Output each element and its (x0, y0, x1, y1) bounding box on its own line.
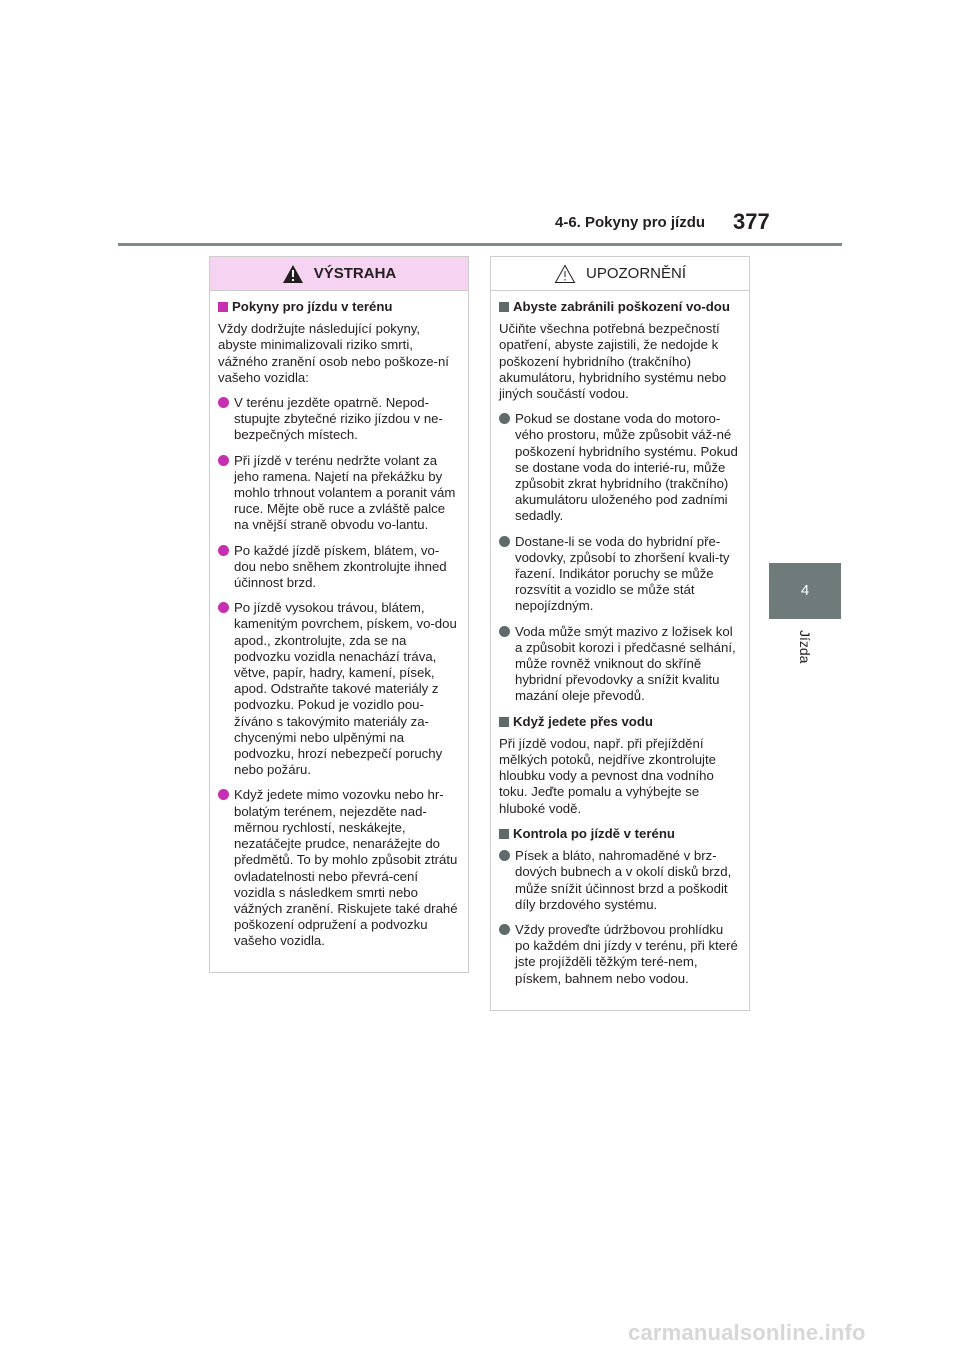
warning-intro: Vždy dodržujte následující pokyny, abyste minimalizovali riziko smrti, vážného zranění osob nebo poškoze-ní vašeho vozidla: (218, 321, 449, 385)
bullet-dot-icon (218, 397, 229, 408)
bullet-dot-icon (499, 413, 510, 424)
bullet-dot-icon (218, 545, 229, 556)
chapter-label (795, 630, 819, 674)
notice-box (490, 256, 750, 1011)
page-number: 377 (733, 209, 770, 234)
notice-intro: Učiňte všechna potřebná bezpečností opatření, abyste zajistili, že nedojde k poškození hybridního (trakčního) akumulátoru, hybridního systému nebo jiných součástí vodou. (499, 321, 727, 402)
notice-crossing-text: Při jízdě vodou, např. při přejíždění mělkých potoků, nejdříve zkontrolujte hloubku vody a pevnost dna vodního toku. Jeďte pomalu a vyhýbejte se hluboké vodě. (499, 735, 716, 816)
notice-heading-inspection: Kontrola po jízdě v terénu (499, 826, 741, 842)
bullet-dot-icon (218, 455, 229, 466)
list-item: Pokud se dostane voda do motoro-vého prostoru, může způsobit váž-né poškození hybridního systému. Pokud se dostane voda do interié-ru, může způsobit zkrat hybridního (trakčního) akumulátoru uloženého pod zadními sedadly. (499, 411, 741, 524)
notice-heading-water: Abyste zabránili poškození vo-dou (499, 299, 741, 315)
list-item: Dostane-li se voda do hybridní pře-vodovky, způsobí to zhoršení kvali-ty řazení. Indikátor poruchy se může rozsvítit a vozidlo se může stát nepojízdným. (499, 534, 741, 615)
warning-header (210, 257, 468, 291)
bullet-dot-icon (218, 789, 229, 800)
watermark: carmanualsonline.info (628, 1320, 866, 1345)
notice-header (491, 257, 749, 291)
chapter-tab[interactable] (769, 563, 841, 619)
warning-heading: Pokyny pro jízdu v terénu (218, 299, 460, 315)
list-item: Vždy proveďte údržbovou prohlídku po každém dni jízdy v terénu, při které jste projížděli těžkým teré-nem, pískem, bahnem nebo vodou. (499, 922, 741, 987)
header-divider (118, 243, 842, 246)
list-item: Po jízdě vysokou trávou, blátem, kamenitým povrchem, pískem, vo-dou apod., zkontrolujte, zda se na podvozku vozidla nenachází tráva, větve, papír, hadry, kamení, písek, apod. Odstraňte takové materiály z podvozku. Pokud je vozidlo pou-žíváno s takovýmito materiály za-chycenými nebo ulpěnými na podvozku, hrozí nebezpečí poruchy nebo požáru. (218, 600, 460, 778)
list-item: Písek a bláto, nahromaděné v brz-dových bubnech a v okolí disků brzd, může snížit účinnost brzd a poškodit díly brzdového systému. (499, 848, 741, 913)
list-item: Po každé jízdě pískem, blátem, vo-dou nebo sněhem zkontrolujte ihned účinnost brzd. (218, 543, 460, 592)
square-bullet-icon (218, 302, 228, 312)
warning-title: VÝSTRAHA (313, 265, 397, 282)
bullet-dot-icon (499, 536, 510, 547)
chapter-label-text: Jízda (797, 630, 813, 664)
notice-title: UPOZORNĚNÍ (585, 265, 686, 282)
notice-heading-crossing: Když jedete přes vodu (499, 714, 741, 730)
bullet-dot-icon (499, 850, 510, 861)
bullet-dot-icon (499, 626, 510, 637)
square-bullet-icon (499, 717, 509, 727)
list-item: V terénu jezděte opatrně. Nepod-stupujte zbytečné riziko jízdou v ne-bezpečných místech. (218, 395, 460, 444)
section-title: 4-6. Pokyny pro jízdu (555, 214, 706, 231)
bullet-dot-icon (218, 602, 229, 613)
caution-triangle-icon (554, 264, 576, 284)
bullet-dot-icon (499, 924, 510, 935)
square-bullet-icon (499, 829, 509, 839)
warning-triangle-icon (282, 264, 304, 284)
list-item: Voda může smýt mazivo z ložisek kol a způsobit korozi i předčasné selhání, může rovněž vniknout do skříně hybridní převodovky a snížit kvalitu mazání oleje převodů. (499, 624, 741, 705)
warning-box (209, 256, 469, 973)
list-item: Když jedete mimo vozovku nebo hr-bolatým terénem, nejezděte nad-měrnou rychlostí, neskákejte, nezatáčejte prudce, nenarážejte do předmětů. To by mohlo způsobit ztrátu ovladatelnosti nebo převrá-cení vozidla s následkem smrti nebo vážných zranění. Riskujete také drahé poškození odpružení a podvozku vašeho vozidla. (218, 787, 460, 949)
list-item: Při jízdě v terénu nedržte volant za jeho ramena. Najetí na překážku by mohlo trhnout volantem a poranit vám ruce. Mějte obě ruce a zvláště palce na vnější straně obvodu vo-lantu. (218, 453, 460, 534)
chapter-number: 4 (800, 582, 810, 599)
square-bullet-icon (499, 302, 509, 312)
